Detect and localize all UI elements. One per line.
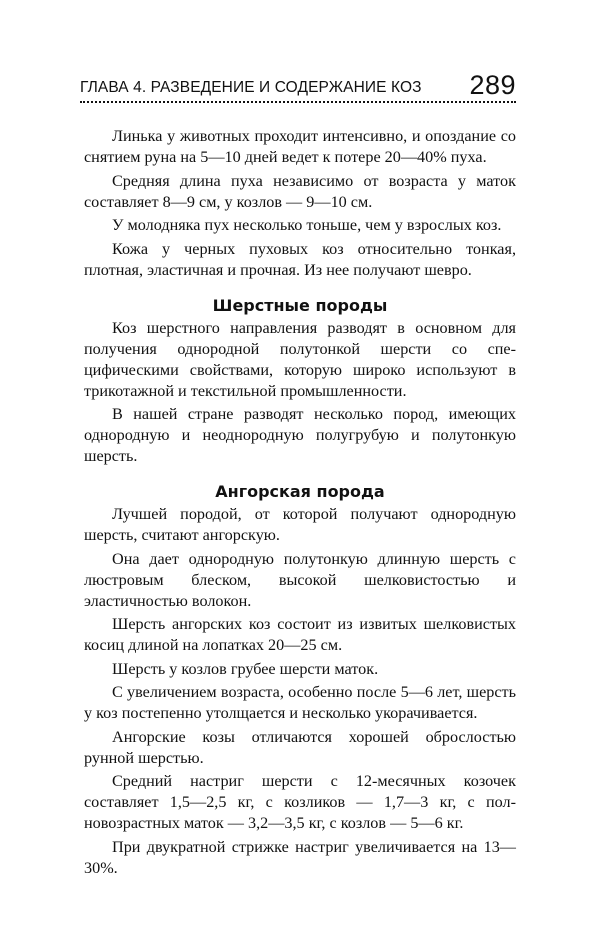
paragraph: Она дает однородную полутонкую длинную шерсть с люстровым блеском, высокой шелковистостью и эластичностью волокон. (84, 549, 516, 610)
paragraph: Коз шерстного направления разводят в основном для получения однородной полутонкой шерсти со специфическими свойствами, которую широко используют в трикотажной и текстильной промышленности. (84, 318, 516, 400)
paragraph: При двукратной стрижке настриг увеличивается на 13—30%. (84, 837, 516, 877)
running-header (80, 62, 516, 108)
chapter-title: ГЛАВА 4. РАЗВЕДЕНИЕ И СОДЕРЖАНИЕ КОЗ (80, 79, 422, 96)
paragraph: Шерсть у козлов грубее шерсти маток. (112, 659, 379, 678)
paragraph: В нашей стране разводят несколько пород, имеющих однородную и неоднородную полугрубую и полутонкую шерсть. (84, 405, 516, 465)
page-body (84, 126, 516, 881)
paragraph: С увеличением возраста, особенно после 5—6 лет, шерсть у коз постепенно утолщается и несколько укорачивается. (84, 683, 516, 722)
section-heading-wool-breeds: Шерстные породы (212, 295, 388, 315)
page-number: 289 (469, 70, 516, 100)
paragraph: Ангорские козы отличаются хорошей оброслостью рунной шерстью. (84, 727, 516, 767)
paragraph: Шерсть ангорских коз состоит из извитых шелковистых косиц длиной на лопатках 20—25 см. (84, 615, 516, 654)
header-divider (80, 101, 516, 103)
paragraph: Кожа у черных пуховых коз относительно тонкая, плотная, эластичная и прочная. Из нее получают шевро. (84, 239, 516, 279)
paragraph: Линька у животных проходит интенсивно, и опоздание со снятием руна на 5—10 дней ведет к потере 20—40% пуха. (84, 127, 516, 166)
paragraph: Средняя длина пуха независимо от возраста у маток составляет 8—9 см, у козлов — 9—10 см. (84, 171, 516, 211)
section-heading-angora-breed: Ангорская порода (215, 482, 385, 501)
paragraph: Средний настриг шерсти с 12-месячных козочек составляет 1,5—2,5 кг, с козликов — 1,7—3 кг, с полновозрастных маток — 3,2—3,5 кг, с козлов — 5—6 кг. (84, 772, 516, 832)
paragraph: Лучшей породой, от которой получают однородную шерсть, считают ангорскую. (84, 505, 516, 544)
paragraph: У молодняка пух несколько тоньше, чем у взрослых коз. (112, 216, 502, 234)
